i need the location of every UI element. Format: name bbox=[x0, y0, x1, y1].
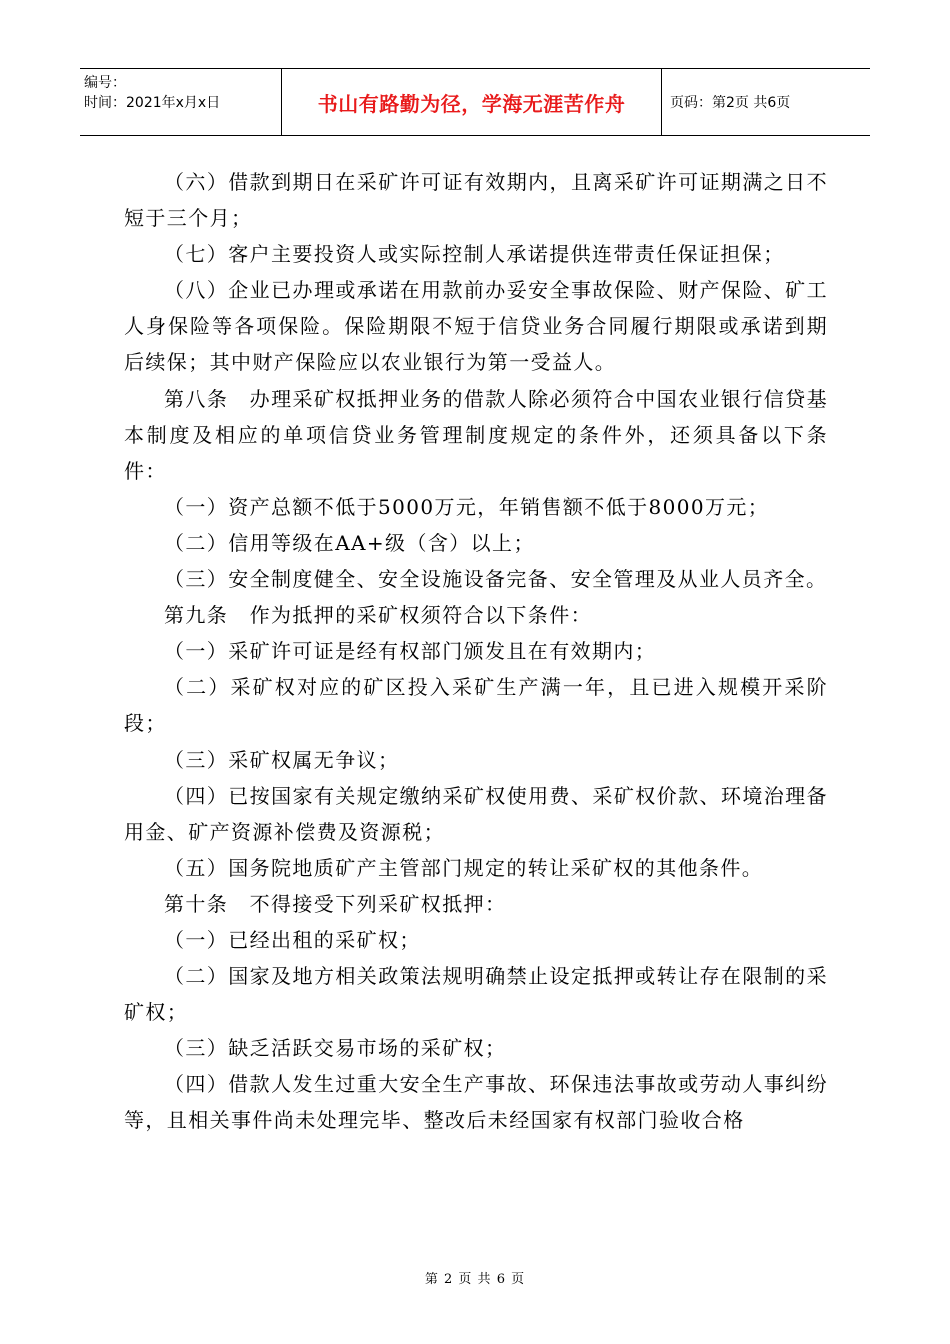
document-header bbox=[80, 68, 870, 136]
paragraph: （六）借款到期日在采矿许可证有效期内，且离采矿许可证期满之日不短于三个月； bbox=[124, 170, 828, 231]
article-heading: 第八条 办理采矿权抵押业务的借款人除必须符合中国农业银行信贷基本制度及相应的单项信贷业务管理制度规定的条件外，还须具备以下条件： bbox=[124, 386, 828, 483]
paragraph: （四）已按国家有关规定缴纳采矿权使用费、采矿权价款、环境治理备用金、矿产资源补偿费及资源税； bbox=[124, 783, 828, 844]
paragraph: （七）客户主要投资人或实际控制人承诺提供连带责任保证担保； bbox=[164, 242, 785, 267]
document-body bbox=[124, 164, 828, 1139]
paragraph: （一）资产总额不低于5000万元，年销售额不低于8000万元； bbox=[164, 494, 770, 519]
paragraph: （一）采矿许可证是经有权部门颁发且在有效期内； bbox=[164, 639, 657, 664]
paragraph: （一）已经出租的采矿权； bbox=[164, 927, 421, 952]
paragraph: （八）企业已办理或承诺在用款前办妥安全事故保险、财产保险、矿工人身保险等各项保险。保险期限不短于信贷业务合同履行期限或承诺到期后续保；其中财产保险应以农业银行为第一受益人。 bbox=[124, 278, 828, 375]
article-heading: 第十条 不得接受下列采矿权抵押： bbox=[164, 891, 507, 916]
time-label: 时间：2021年x月x日 bbox=[84, 95, 221, 111]
header-motto: 书山有路勤为径，学海无涯苦作舟 bbox=[317, 91, 626, 116]
paragraph: （二）信用等级在AA+级（含）以上； bbox=[164, 530, 535, 555]
page-footer: 第 2 页 共 6 页 bbox=[424, 1272, 526, 1287]
paragraph: （三）采矿权属无争议； bbox=[164, 747, 400, 772]
header-motto-cell bbox=[282, 69, 662, 135]
paragraph: （三）缺乏活跃交易市场的采矿权； bbox=[164, 1036, 507, 1061]
header-page-info: 页码：第2页 共6页 bbox=[670, 95, 791, 111]
paragraph: （三）安全制度健全、安全设施设备完备、安全管理及从业人员齐全。 bbox=[164, 567, 828, 592]
paragraph: （四）借款人发生过重大安全生产事故、环保违法事故或劳动人事纠纷等，且相关事件尚未处理完毕、整改后未经国家有权部门验收合格 bbox=[124, 1072, 828, 1133]
header-page-info-cell bbox=[662, 69, 870, 135]
header-meta bbox=[80, 69, 282, 135]
paragraph: （二）采矿权对应的矿区投入采矿生产满一年，且已进入规模开采阶段； bbox=[124, 675, 828, 736]
paragraph: （五）国务院地质矿产主管部门规定的转让采矿权的其他条件。 bbox=[164, 855, 764, 880]
article-heading: 第九条 作为抵押的采矿权须符合以下条件： bbox=[164, 603, 592, 628]
paragraph: （二）国家及地方相关政策法规明确禁止设定抵押或转让存在限制的采矿权； bbox=[124, 964, 828, 1025]
number-label: 编号： bbox=[84, 75, 126, 91]
